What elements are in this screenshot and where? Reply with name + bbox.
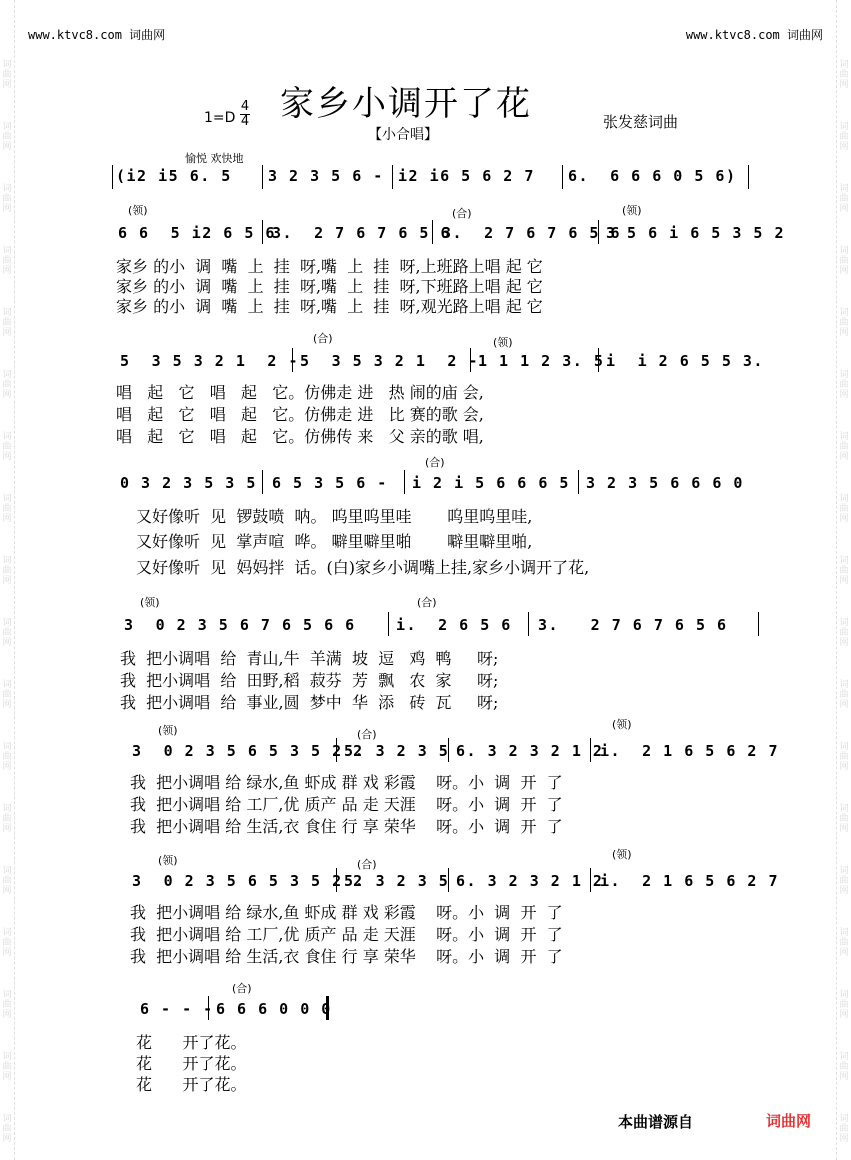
lyric-line: 又好像听 见 锣鼓喷 呐。 呜里呜里哇 呜里呜里哇,	[136, 507, 533, 526]
lyric-line: 唱 起 它 唱 起 它。仿佛走 进 比 赛的歌 会,	[116, 405, 484, 424]
measure: 3 2 3 5 6 6 6 0	[586, 474, 744, 492]
part-marker: (领)	[612, 848, 632, 861]
part-marker: (领)	[158, 854, 178, 867]
watermark-stamp: 词曲网	[839, 928, 849, 958]
measure: i. 2 1 6 5 6 2 7	[600, 872, 780, 890]
lyric-line: 我 把小调唱 给 绿水,鱼 虾成 群 戏 彩霞 呀。小 调 开 了	[130, 773, 563, 792]
lyric-line: 我 把小调唱 给 生活,衣 食住 行 享 荣华 呀。小 调 开 了	[130, 817, 563, 836]
barline	[748, 165, 749, 189]
part-marker: (合)	[357, 728, 377, 741]
barline	[528, 612, 529, 636]
measure: 3 2 3 5 6 -	[268, 167, 384, 185]
watermark-stamp: 词曲网	[2, 990, 12, 1020]
measure: 0 3 2 3 5 3 5	[120, 474, 257, 492]
watermark-stamp: 词曲网	[839, 990, 849, 1020]
part-marker: (领)	[612, 718, 632, 731]
header-site-right[interactable]: www.ktvc8.com 词曲网	[685, 28, 823, 42]
source-label: 本曲谱源自	[618, 1113, 694, 1131]
watermark-stamp: 词曲网	[839, 246, 849, 276]
watermark-stamp: 词曲网	[839, 432, 849, 462]
watermark-stamp: 词曲网	[2, 184, 12, 214]
part-marker: (合)	[357, 858, 377, 871]
watermark-stamp: 词曲网	[2, 370, 12, 400]
time-signature-top: 4	[240, 99, 250, 114]
watermark-stamp: 词曲网	[2, 1114, 12, 1144]
watermark-stamp: 词曲网	[839, 494, 849, 524]
watermark-stamp: 词曲网	[2, 432, 12, 462]
measure: 6. 3 2 3 2 1 2	[456, 872, 604, 890]
barline	[388, 612, 389, 636]
measure: 3 5 6 i 6 5 3 5 2	[606, 224, 786, 242]
watermark-stamp: 词曲网	[2, 742, 12, 772]
measure: 6. 6 6 6 0 5 6)	[568, 167, 737, 185]
barline	[262, 165, 263, 189]
watermark-stamp: 词曲网	[2, 246, 12, 276]
part-marker: (领)	[128, 204, 148, 217]
measure: i. 2 1 6 5 6 2 7	[600, 742, 780, 760]
barline	[578, 470, 579, 494]
lyric-line: 花 开了花。	[136, 1054, 247, 1073]
measure: i i 2 6 5 5 3.	[606, 352, 764, 370]
tempo-marking: 愉悦 欢快地	[185, 152, 244, 165]
lyric-line: 我 把小调唱 给 工厂,优 质产 品 走 天涯 呀。小 调 开 了	[130, 795, 563, 814]
measure: 5. 3 2 3 5	[344, 872, 450, 890]
lyric-line: 家乡 的小 调 嘴 上 挂 呀,嘴 上 挂 呀,下班路上唱 起 它	[116, 277, 543, 296]
header-site-left[interactable]: www.ktvc8.com 词曲网	[28, 28, 166, 42]
watermark-stamp: 词曲网	[839, 556, 849, 586]
lyric-line: 我 把小调唱 给 绿水,鱼 虾成 群 戏 彩霞 呀。小 调 开 了	[130, 903, 563, 922]
watermark-stamp: 词曲网	[2, 804, 12, 834]
watermark-stamp: 词曲网	[2, 60, 12, 90]
watermark-stamp: 词曲网	[2, 494, 12, 524]
measure: 1 1 1 2 3. 5	[478, 352, 605, 370]
lyric-line: 我 把小调唱 给 工厂,优 质产 品 走 天涯 呀。小 调 开 了	[130, 925, 563, 944]
measure: 6 6 5 i2 6 5 6	[118, 224, 276, 242]
measure: (i2 i5 6. 5	[116, 167, 232, 185]
lyric-line: 又好像听 见 妈妈拌 话。(白)家乡小调嘴上挂,家乡小调开了花,	[136, 558, 590, 577]
measure: 6. 3 2 3 2 1 2	[456, 742, 604, 760]
watermark-stamp: 词曲网	[839, 60, 849, 90]
lyric-line: 我 把小调唱 给 生活,衣 食住 行 享 荣华 呀。小 调 开 了	[130, 947, 563, 966]
part-marker: (领)	[493, 336, 513, 349]
watermark-stamp: 词曲网	[839, 742, 849, 772]
barline	[404, 470, 405, 494]
barline	[562, 165, 563, 189]
watermark-stamp: 词曲网	[839, 370, 849, 400]
watermark-stamp: 词曲网	[839, 866, 849, 896]
watermark-stamp: 词曲网	[2, 866, 12, 896]
watermark-stamp: 词曲网	[839, 1114, 849, 1144]
measure: 3 0 2 3 5 6 5 3 5 2 2	[132, 872, 364, 890]
source-site-link[interactable]: 词曲网	[766, 1112, 812, 1130]
watermark-stamp: 词曲网	[839, 804, 849, 834]
watermark-column-right	[836, 0, 851, 1160]
key-signature: 1=D	[204, 110, 236, 126]
measure: 6 - - -	[140, 1000, 214, 1018]
part-marker: (合)	[425, 456, 445, 469]
part-marker: (合)	[452, 207, 472, 220]
watermark-stamp: 词曲网	[2, 556, 12, 586]
measure: 3. 2 7 6 7 6 5 6	[538, 616, 728, 634]
watermark-stamp: 词曲网	[2, 308, 12, 338]
lyric-line: 我 把小调唱 给 田野,稻 菽芬 芳 飘 农 家 呀;	[120, 671, 499, 690]
part-marker: (合)	[417, 596, 437, 609]
watermark-stamp: 词曲网	[839, 618, 849, 648]
measure: i2 i6 5 6 2 7	[398, 167, 535, 185]
measure: i. 2 6 5 6	[396, 616, 512, 634]
measure: 3. 2 7 6 7 6 5 6	[442, 224, 622, 242]
watermark-stamp: 词曲网	[839, 1052, 849, 1082]
watermark-stamp: 词曲网	[839, 122, 849, 152]
barline	[758, 612, 759, 636]
lyric-line: 花 开了花。	[136, 1075, 247, 1094]
watermark-stamp: 词曲网	[839, 308, 849, 338]
song-title: 家乡小调开了花	[280, 84, 532, 124]
measure: 5. 3 2 3 5	[344, 742, 450, 760]
lyric-line: 家乡 的小 调 嘴 上 挂 呀,嘴 上 挂 呀,观光路上唱 起 它	[116, 297, 543, 316]
measure: 3 0 2 3 5 6 5 3 5 2 2	[132, 742, 364, 760]
watermark-stamp: 词曲网	[839, 184, 849, 214]
measure: 3 0 2 3 5 6 7 6 5 6 6	[124, 616, 356, 634]
measure: 3. 2 7 6 7 6 5 6	[272, 224, 452, 242]
lyric-line: 花 开了花。	[136, 1033, 247, 1052]
watermark-stamp: 词曲网	[839, 680, 849, 710]
part-marker: (领)	[622, 204, 642, 217]
lyric-line: 唱 起 它 唱 起 它。仿佛走 进 热 闹的庙 会,	[116, 383, 484, 402]
composer-credit: 张发慈词曲	[603, 113, 679, 131]
measure: 5 3 5 3 2 1 2 -	[300, 352, 480, 370]
lyric-line: 唱 起 它 唱 起 它。仿佛传 来 父 亲的歌 唱,	[116, 427, 484, 446]
barline	[262, 470, 263, 494]
measure: 6 5 3 5 6 -	[272, 474, 388, 492]
watermark-column-left	[0, 0, 15, 1160]
watermark-stamp: 词曲网	[2, 1052, 12, 1082]
watermark-stamp: 词曲网	[2, 122, 12, 152]
watermark-stamp: 词曲网	[2, 928, 12, 958]
lyric-line: 家乡 的小 调 嘴 上 挂 呀,嘴 上 挂 呀,上班路上唱 起 它	[116, 257, 543, 276]
lyric-line: 又好像听 见 掌声喧 哗。 噼里噼里啪 噼里噼里啪,	[136, 532, 533, 551]
part-marker: (领)	[140, 596, 160, 609]
part-marker: (合)	[313, 332, 333, 345]
lyric-line: 我 把小调唱 给 青山,牛 羊满 坡 逗 鸡 鸭 呀;	[120, 649, 499, 668]
subtitle: 【小合唱】	[368, 127, 438, 143]
watermark-stamp: 词曲网	[2, 618, 12, 648]
lyric-line: 我 把小调唱 给 事业,圆 梦中 华 添 砖 瓦 呀;	[120, 693, 499, 712]
measure: 5 3 5 3 2 1 2 -	[120, 352, 300, 370]
watermark-stamp: 词曲网	[2, 680, 12, 710]
barline	[112, 165, 113, 189]
part-marker: (领)	[158, 724, 178, 737]
measure: 6 6 6 0 0 0	[216, 1000, 332, 1018]
measure: i 2 i 5 6 6 6 5	[412, 474, 570, 492]
part-marker: (合)	[232, 982, 252, 995]
barline	[392, 165, 393, 189]
time-signature	[240, 100, 250, 129]
time-signature-bottom: 4	[240, 114, 250, 129]
